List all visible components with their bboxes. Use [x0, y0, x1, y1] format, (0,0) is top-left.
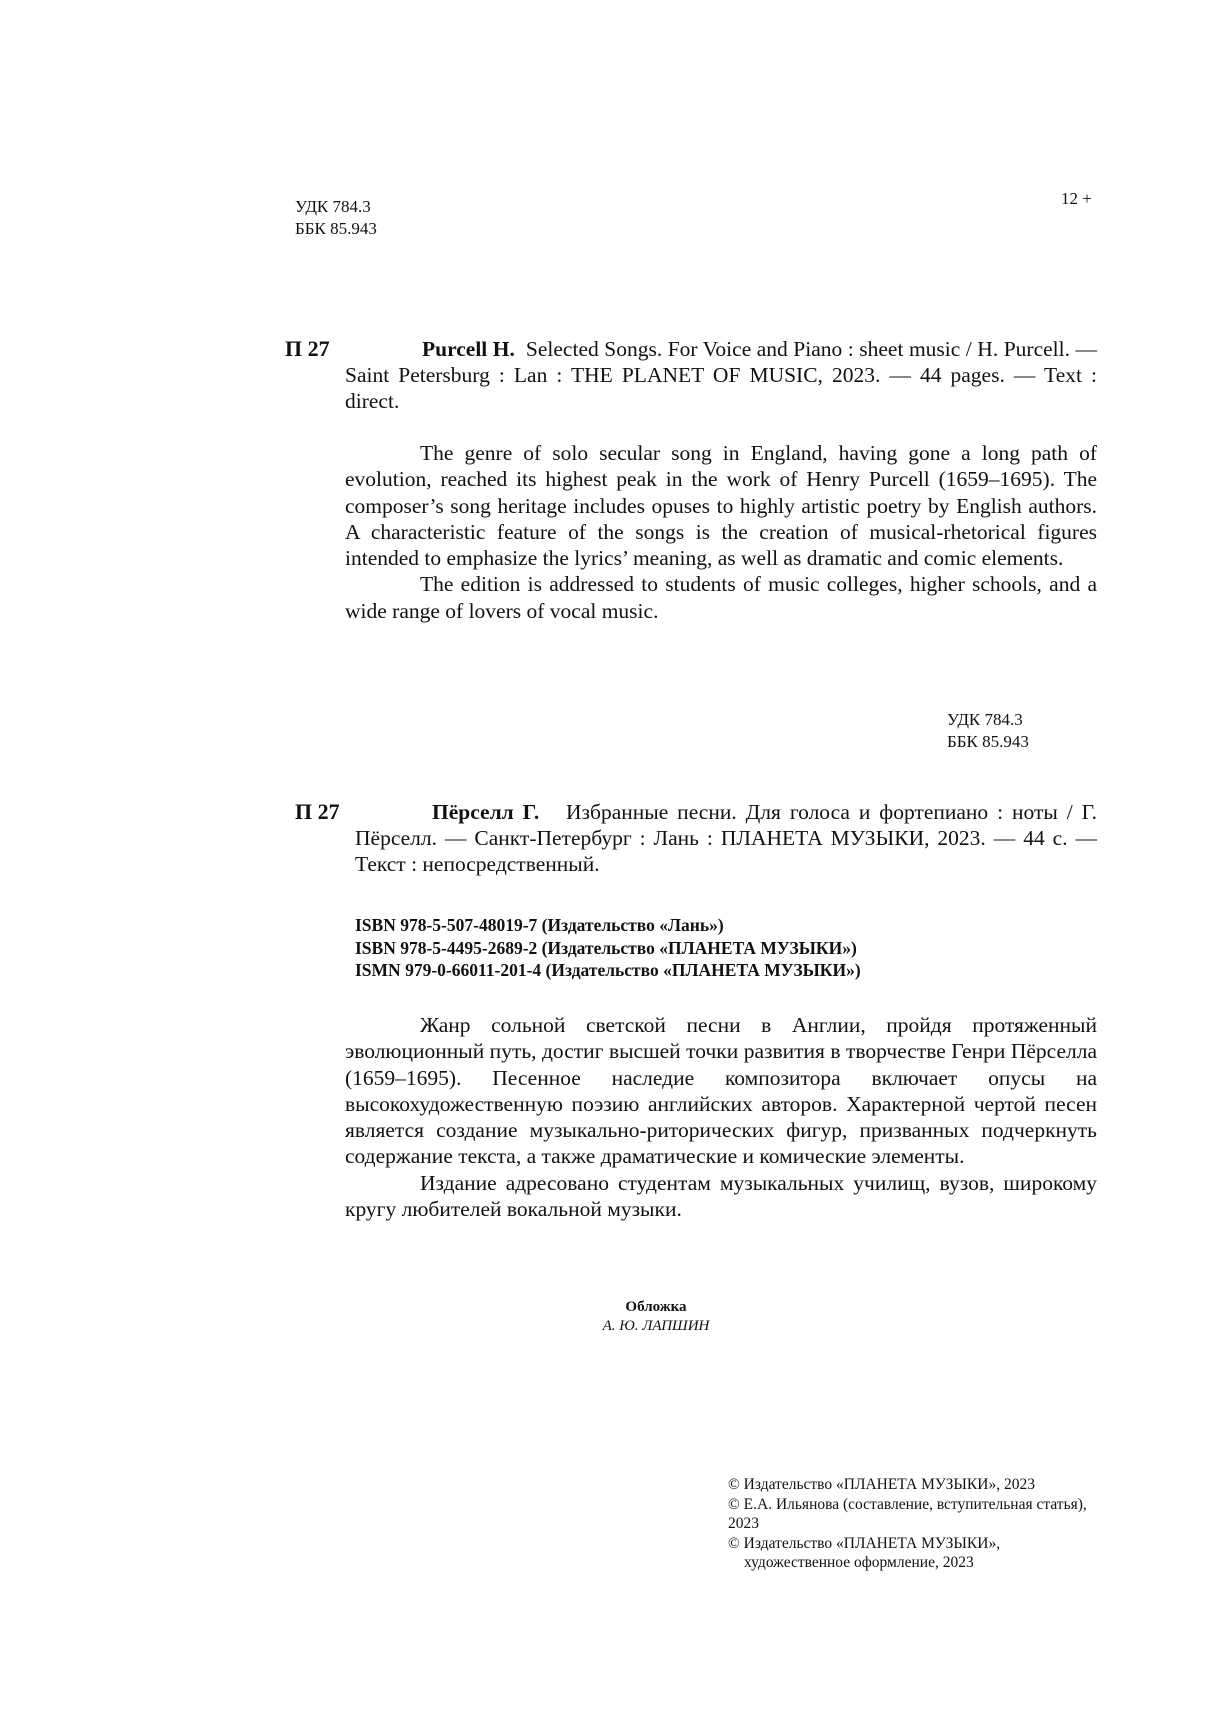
abstract-en-paragraph: The edition is addressed to students of music colleges, higher schools, and a wide range of lovers of vocal music.: [345, 572, 1097, 623]
abstract-en: [345, 440, 1097, 624]
abstract-ru: [345, 1012, 1097, 1222]
bibliographic-entry-en: [345, 336, 1097, 414]
udk-code: УДК 784.3: [295, 197, 371, 216]
catalog-code-en: П 27: [285, 336, 330, 361]
abstract-ru-paragraph: Издание адресовано студентам музыкальных училищ, вузов, широкому кругу любителей вокальной музыки.: [345, 1170, 1097, 1222]
isbn-line: ISBN 978-5-4495-2689-2 (Издательство «ПЛАНЕТА МУЗЫКИ»): [355, 937, 857, 958]
copyright-line: художественное оформление, 2023: [744, 1554, 974, 1571]
title-line-en: Selected Songs. For Voice and Piano : sheet music / H. Purcell. — Saint Petersburg : Lan : THE PLANET OF MUSIC, 2023. — 44 pages. — Text : direct.: [345, 337, 1097, 413]
abstract-en-paragraph: The genre of solo secular song in England, having gone a long path of evolution, reached its highest peak in the work of Henry Purcell (1659–1695). The composer’s song heritage includes opuses to highly artistic poetry by English authors. A characteristic feature of the songs is the creation of musical-rhetorical figures intended to emphasize the lyrics’ meaning, as well as dramatic and comic elements.: [345, 441, 1097, 571]
mid-classification: [947, 709, 1029, 753]
abstract-ru-paragraph: Жанр сольной светской песни в Англии, пройдя протяженный эволюционный путь, достиг высшей точки развития в творчестве Генри Пёрселла (1659–1695). Песенное наследие композитора включает опусы на высокохудожественную поэзию английских авторов. Характерной чертой песен является создание музыкально-риторических фигур, призванных подчеркнуть содержание текста, а также драматические и комические элементы.: [345, 1013, 1097, 1169]
bbk-code: ББК 85.943: [295, 219, 377, 238]
catalog-code-ru: П 27: [295, 799, 340, 824]
author-ru: Пёрселл Г.: [432, 800, 540, 824]
cover-credit: [566, 1298, 746, 1336]
copyright-line: © Издательство «ПЛАНЕТА МУЗЫКИ»,: [728, 1534, 1001, 1552]
cover-label: Обложка: [625, 1299, 687, 1315]
author-en: Purcell H.: [422, 337, 515, 361]
copyright-block: [728, 1475, 1088, 1573]
udk-code: УДК 784.3: [947, 710, 1023, 729]
cover-designer: А. Ю. ЛАПШИН: [602, 1318, 710, 1334]
copyright-line: © Издательство «ПЛАНЕТА МУЗЫКИ», 2023: [728, 1476, 1035, 1493]
bibliographic-entry-ru: [355, 799, 1097, 877]
isbn-list: [355, 914, 861, 982]
title-line-ru: Избранные песни. Для голоса и фортепиано : ноты / Г. Пёрселл. — Санкт-Петербург : Лань : ПЛАНЕТА МУЗЫКИ, 2023. — 44 с. — Текст : непосредственный.: [355, 800, 1098, 876]
copyright-line: © Е.А. Ильянова (составление, вступительная статья), 2023: [728, 1495, 1087, 1532]
top-classification: [295, 196, 377, 240]
ismn-line: ISMN 979-0-66011-201-4 (Издательство «ПЛАНЕТА МУЗЫКИ»): [355, 960, 861, 980]
isbn-line: ISBN 978-5-507-48019-7 (Издательство «Лань»): [355, 915, 724, 935]
age-rating: 12 +: [1061, 189, 1092, 208]
bbk-code: ББК 85.943: [947, 732, 1029, 751]
